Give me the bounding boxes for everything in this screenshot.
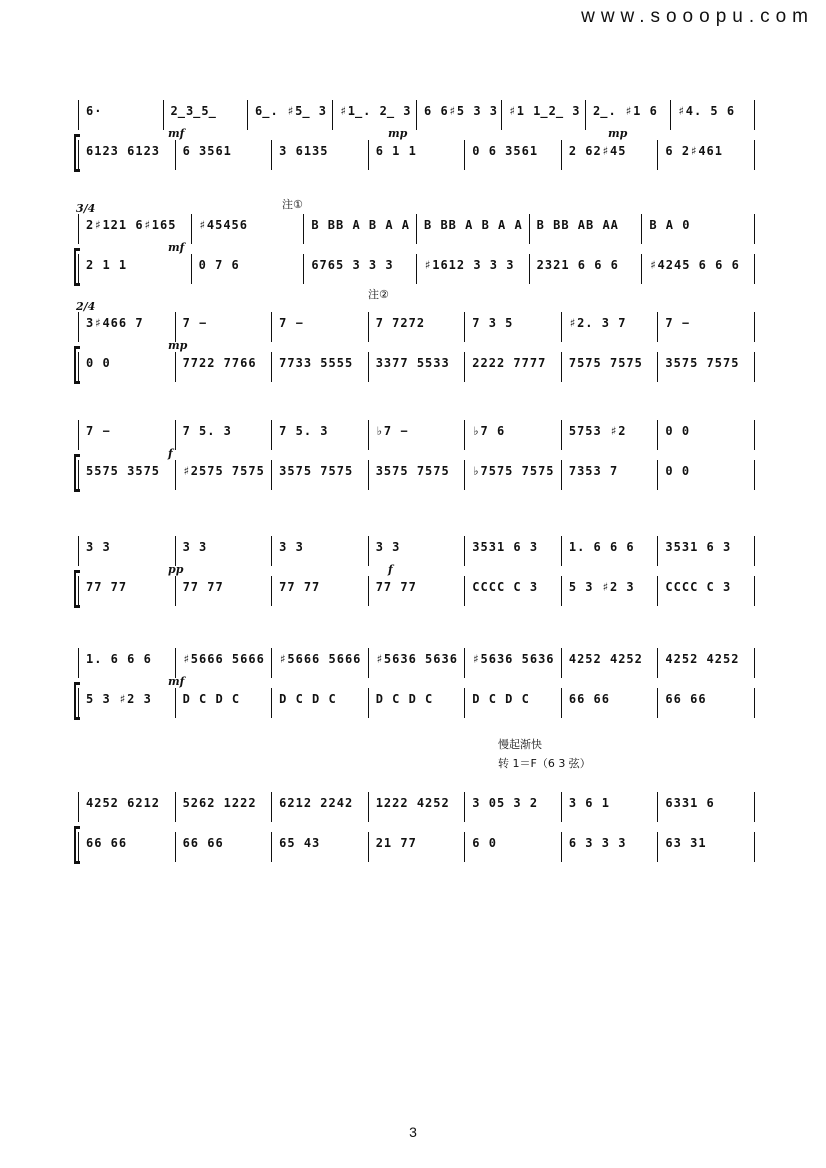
barline (368, 688, 369, 718)
measure: 5 3 ♯2 3 (86, 692, 152, 706)
barline (754, 312, 755, 342)
barline (78, 688, 79, 718)
measure: 3575 7575 (375, 464, 450, 478)
barline (368, 792, 369, 822)
measure: 3531 6 3 (472, 540, 539, 554)
barline (271, 688, 272, 718)
measure: ♯4. 5 6 (677, 104, 736, 118)
measure: 6 6♯5 3 3 (424, 104, 499, 118)
barline (754, 352, 755, 382)
barline (163, 100, 164, 130)
measure: ♭7 6 (472, 424, 506, 438)
measure: 4252 4252 (665, 652, 740, 666)
measure: 7 5. 3 (279, 424, 329, 438)
barline (175, 688, 176, 718)
measure: ♯2575 7575 (182, 464, 265, 478)
measure: D C D C (182, 692, 241, 706)
tempo-marking: 慢起渐快 (498, 738, 542, 751)
barline (368, 140, 369, 170)
barline (464, 460, 465, 490)
measure: 77 77 (182, 580, 224, 594)
page-number: 3 (409, 1124, 417, 1140)
measure: 7 − (86, 424, 111, 438)
lower-staff (78, 688, 754, 718)
measure: ♯1 1̲2̲ 3 (508, 104, 581, 118)
barline (332, 100, 333, 130)
measure: 3 05 3 2 (472, 796, 539, 810)
upper-staff (78, 420, 754, 450)
score-system (78, 792, 754, 868)
measure: 2222 7777 (472, 356, 547, 370)
barline (175, 792, 176, 822)
measure: ♭7 − (375, 424, 409, 438)
upper-staff (78, 648, 754, 678)
measure: 6 3 3 3 (568, 836, 627, 850)
measure: ♯5666 5666 (279, 652, 362, 666)
measure: 7 7272 (375, 316, 426, 330)
barline (175, 536, 176, 566)
barline (271, 536, 272, 566)
barline (657, 576, 658, 606)
barline (561, 832, 562, 862)
measure: 3 3 (375, 540, 401, 554)
measure: 0 0 (665, 424, 691, 438)
barline (754, 688, 755, 718)
barline (368, 312, 369, 342)
dynamic-marking: f (168, 447, 173, 460)
barline (78, 536, 79, 566)
measure: 77 77 (279, 580, 321, 594)
measure: 7 − (279, 316, 304, 330)
barline (191, 254, 192, 284)
measure: 2̲. ♯1 6 (593, 104, 658, 118)
measure: 2 62♯45 (568, 144, 627, 158)
measure: ♯5636 5636 (472, 652, 555, 666)
measure: 0 0 (86, 356, 111, 370)
measure: 5753 ♯2 (568, 424, 627, 438)
measure: ♯5636 5636 (375, 652, 458, 666)
key-change: 转 1＝F（6 3 弦） (498, 757, 591, 770)
measure: 3 6 1 (568, 796, 610, 810)
barline (78, 460, 79, 490)
annotation-note2: 注② (368, 288, 389, 301)
measure: 6̲. ♯5̲ 3 (255, 104, 328, 118)
measure: 1. 6 6 6 (568, 540, 635, 554)
barline (78, 352, 79, 382)
barline (175, 460, 176, 490)
barline (561, 536, 562, 566)
barline (670, 100, 671, 130)
barline (416, 254, 417, 284)
barline (368, 648, 369, 678)
barline (175, 312, 176, 342)
barline (657, 140, 658, 170)
barline (78, 576, 79, 606)
measure: 7 − (665, 316, 691, 330)
measure: 3377 5533 (375, 356, 450, 370)
measure: 7353 7 (568, 464, 619, 478)
score-system (76, 300, 754, 388)
measure: 1222 4252 (375, 796, 450, 810)
time-signature: 3/4 (76, 202, 96, 215)
barline (271, 792, 272, 822)
measure: ♯45456 (198, 218, 249, 232)
barline (657, 312, 658, 342)
upper-staff (78, 312, 754, 342)
measure: 4252 6212 (86, 796, 161, 810)
measure: ♯1̲. 2̲ 3 (339, 104, 412, 118)
barline (78, 100, 79, 130)
measure: 77 77 (86, 580, 128, 594)
upper-staff (78, 100, 754, 130)
barline (529, 254, 530, 284)
barline (754, 420, 755, 450)
measure: 63 31 (665, 836, 707, 850)
measure: 5262 1222 (182, 796, 257, 810)
measure: 0 0 (665, 464, 691, 478)
measure: 3 6135 (279, 144, 329, 158)
barline (754, 536, 755, 566)
barline (754, 254, 755, 284)
barline (271, 648, 272, 678)
barline (657, 688, 658, 718)
measure: 3575 7575 (665, 356, 740, 370)
barline (78, 832, 79, 862)
barline (175, 576, 176, 606)
barline (78, 214, 79, 244)
annotation-note1: 注① (282, 198, 303, 211)
measure: 65 43 (279, 836, 321, 850)
measure: 7722 7766 (182, 356, 257, 370)
barline (368, 576, 369, 606)
barline (754, 140, 755, 170)
barline (271, 832, 272, 862)
lower-staff (78, 352, 754, 382)
lower-staff (78, 832, 754, 862)
measure: 6· (86, 104, 103, 118)
measure: 7733 5555 (279, 356, 354, 370)
upper-staff (78, 214, 754, 244)
barline (416, 214, 417, 244)
measure: B BB AB AA (536, 218, 619, 232)
measure: 2♯121 6♯165 (86, 218, 177, 232)
barline (368, 352, 369, 382)
barline (271, 460, 272, 490)
barline (368, 832, 369, 862)
score-system (78, 536, 754, 612)
barline (657, 352, 658, 382)
measure: 6 3561 (182, 144, 232, 158)
measure: 7 3 5 (472, 316, 514, 330)
barline (78, 792, 79, 822)
barline (754, 792, 755, 822)
barline (175, 832, 176, 862)
barline (754, 460, 755, 490)
measure: 66 66 (182, 836, 224, 850)
lower-staff (78, 254, 754, 284)
barline (561, 576, 562, 606)
barline (561, 688, 562, 718)
measure: CCCC C 3 (665, 580, 732, 594)
barline (78, 648, 79, 678)
barline (303, 214, 304, 244)
barline (641, 254, 642, 284)
measure: 66 66 (665, 692, 707, 706)
measure: 5575 3575 (86, 464, 161, 478)
measure: 7 5. 3 (182, 424, 232, 438)
measure: 4252 4252 (568, 652, 643, 666)
lower-staff (78, 460, 754, 490)
barline (464, 352, 465, 382)
barline (754, 576, 755, 606)
barline (657, 536, 658, 566)
barline (561, 140, 562, 170)
barline (175, 648, 176, 678)
measure: ♯5666 5666 (182, 652, 265, 666)
barline (754, 648, 755, 678)
lower-staff (78, 576, 754, 606)
measure: 3♯466 7 (86, 316, 144, 330)
barline (754, 214, 755, 244)
barline (657, 648, 658, 678)
measure: 6 1 1 (375, 144, 417, 158)
barline (561, 648, 562, 678)
dynamic-marking: mp (608, 127, 628, 140)
score-system (78, 648, 754, 724)
measure: 2 1 1 (86, 258, 128, 272)
dynamic-marking: pp (168, 563, 184, 576)
measure: B A 0 (649, 218, 691, 232)
barline (78, 420, 79, 450)
barline (657, 792, 658, 822)
barline (464, 648, 465, 678)
measure: 6 2♯461 (665, 144, 723, 158)
time-signature: 2/4 (76, 300, 96, 313)
barline (247, 100, 248, 130)
barline (464, 140, 465, 170)
barline (464, 420, 465, 450)
barline (585, 100, 586, 130)
barline (464, 312, 465, 342)
barline (78, 312, 79, 342)
barline (303, 254, 304, 284)
barline (464, 792, 465, 822)
measure: 6123 6123 (86, 144, 161, 158)
dynamic-marking: mp (388, 127, 408, 140)
barline (501, 100, 502, 130)
measure: ♯1612 3 3 3 (424, 258, 515, 272)
dynamic-marking: f (388, 563, 393, 576)
measure: 21 77 (375, 836, 417, 850)
measure: B BB A B A A (311, 218, 411, 232)
barline (368, 420, 369, 450)
barline (464, 832, 465, 862)
measure: B BB A B A A (424, 218, 523, 232)
barline (561, 352, 562, 382)
barline (191, 214, 192, 244)
barline (529, 214, 530, 244)
barline (641, 214, 642, 244)
measure: 66 66 (86, 836, 128, 850)
dynamic-marking: mf (168, 241, 185, 254)
measure: 3 3 (279, 540, 304, 554)
barline (561, 460, 562, 490)
barline (754, 832, 755, 862)
dynamic-marking: mp (168, 339, 188, 352)
measure: D C D C (279, 692, 337, 706)
measure: 7 − (182, 316, 208, 330)
measure: 7575 7575 (568, 356, 643, 370)
barline (464, 536, 465, 566)
barline (754, 100, 755, 130)
barline (416, 100, 417, 130)
barline (271, 352, 272, 382)
barline (368, 460, 369, 490)
barline (561, 420, 562, 450)
measure: 6 0 (472, 836, 497, 850)
barline (561, 312, 562, 342)
measure: 1. 6 6 6 (86, 652, 152, 666)
measure: ♯2. 3 7 (568, 316, 627, 330)
measure: CCCC C 3 (472, 580, 539, 594)
measure: D C D C (375, 692, 434, 706)
barline (657, 460, 658, 490)
measure: 3575 7575 (279, 464, 354, 478)
measure: 0 6 3561 (472, 144, 539, 158)
barline (175, 420, 176, 450)
barline (78, 254, 79, 284)
dynamic-marking: mf (168, 127, 185, 140)
barline (175, 140, 176, 170)
barline (464, 688, 465, 718)
barline (368, 536, 369, 566)
barline (271, 576, 272, 606)
measure: 2̲3̲5̲ (170, 104, 217, 118)
barline (657, 420, 658, 450)
measure: 6331 6 (665, 796, 715, 810)
measure: 77 77 (375, 580, 417, 594)
measure: ♯4245 6 6 6 (649, 258, 740, 272)
measure: 66 66 (568, 692, 610, 706)
measure: 5 3 ♯2 3 (568, 580, 635, 594)
barline (561, 792, 562, 822)
dynamic-marking: mf (168, 675, 185, 688)
measure: ♭7575 7575 (472, 464, 555, 478)
measure: 2321 6 6 6 (536, 258, 619, 272)
barline (78, 140, 79, 170)
upper-staff (78, 536, 754, 566)
barline (271, 140, 272, 170)
barline (464, 576, 465, 606)
measure: 3 3 (182, 540, 208, 554)
barline (175, 352, 176, 382)
measure: 6212 2242 (279, 796, 354, 810)
measure: 3531 6 3 (665, 540, 732, 554)
site-watermark: www.sooopu.com (581, 6, 814, 27)
barline (657, 832, 658, 862)
measure: 3 3 (86, 540, 111, 554)
score-system (78, 100, 754, 176)
barline (271, 420, 272, 450)
barline (271, 312, 272, 342)
score-system (78, 420, 754, 496)
lower-staff (78, 140, 754, 170)
measure: 0 7 6 (198, 258, 240, 272)
measure: 6765 3 3 3 (311, 258, 394, 272)
measure: D C D C (472, 692, 530, 706)
upper-staff (78, 792, 754, 822)
